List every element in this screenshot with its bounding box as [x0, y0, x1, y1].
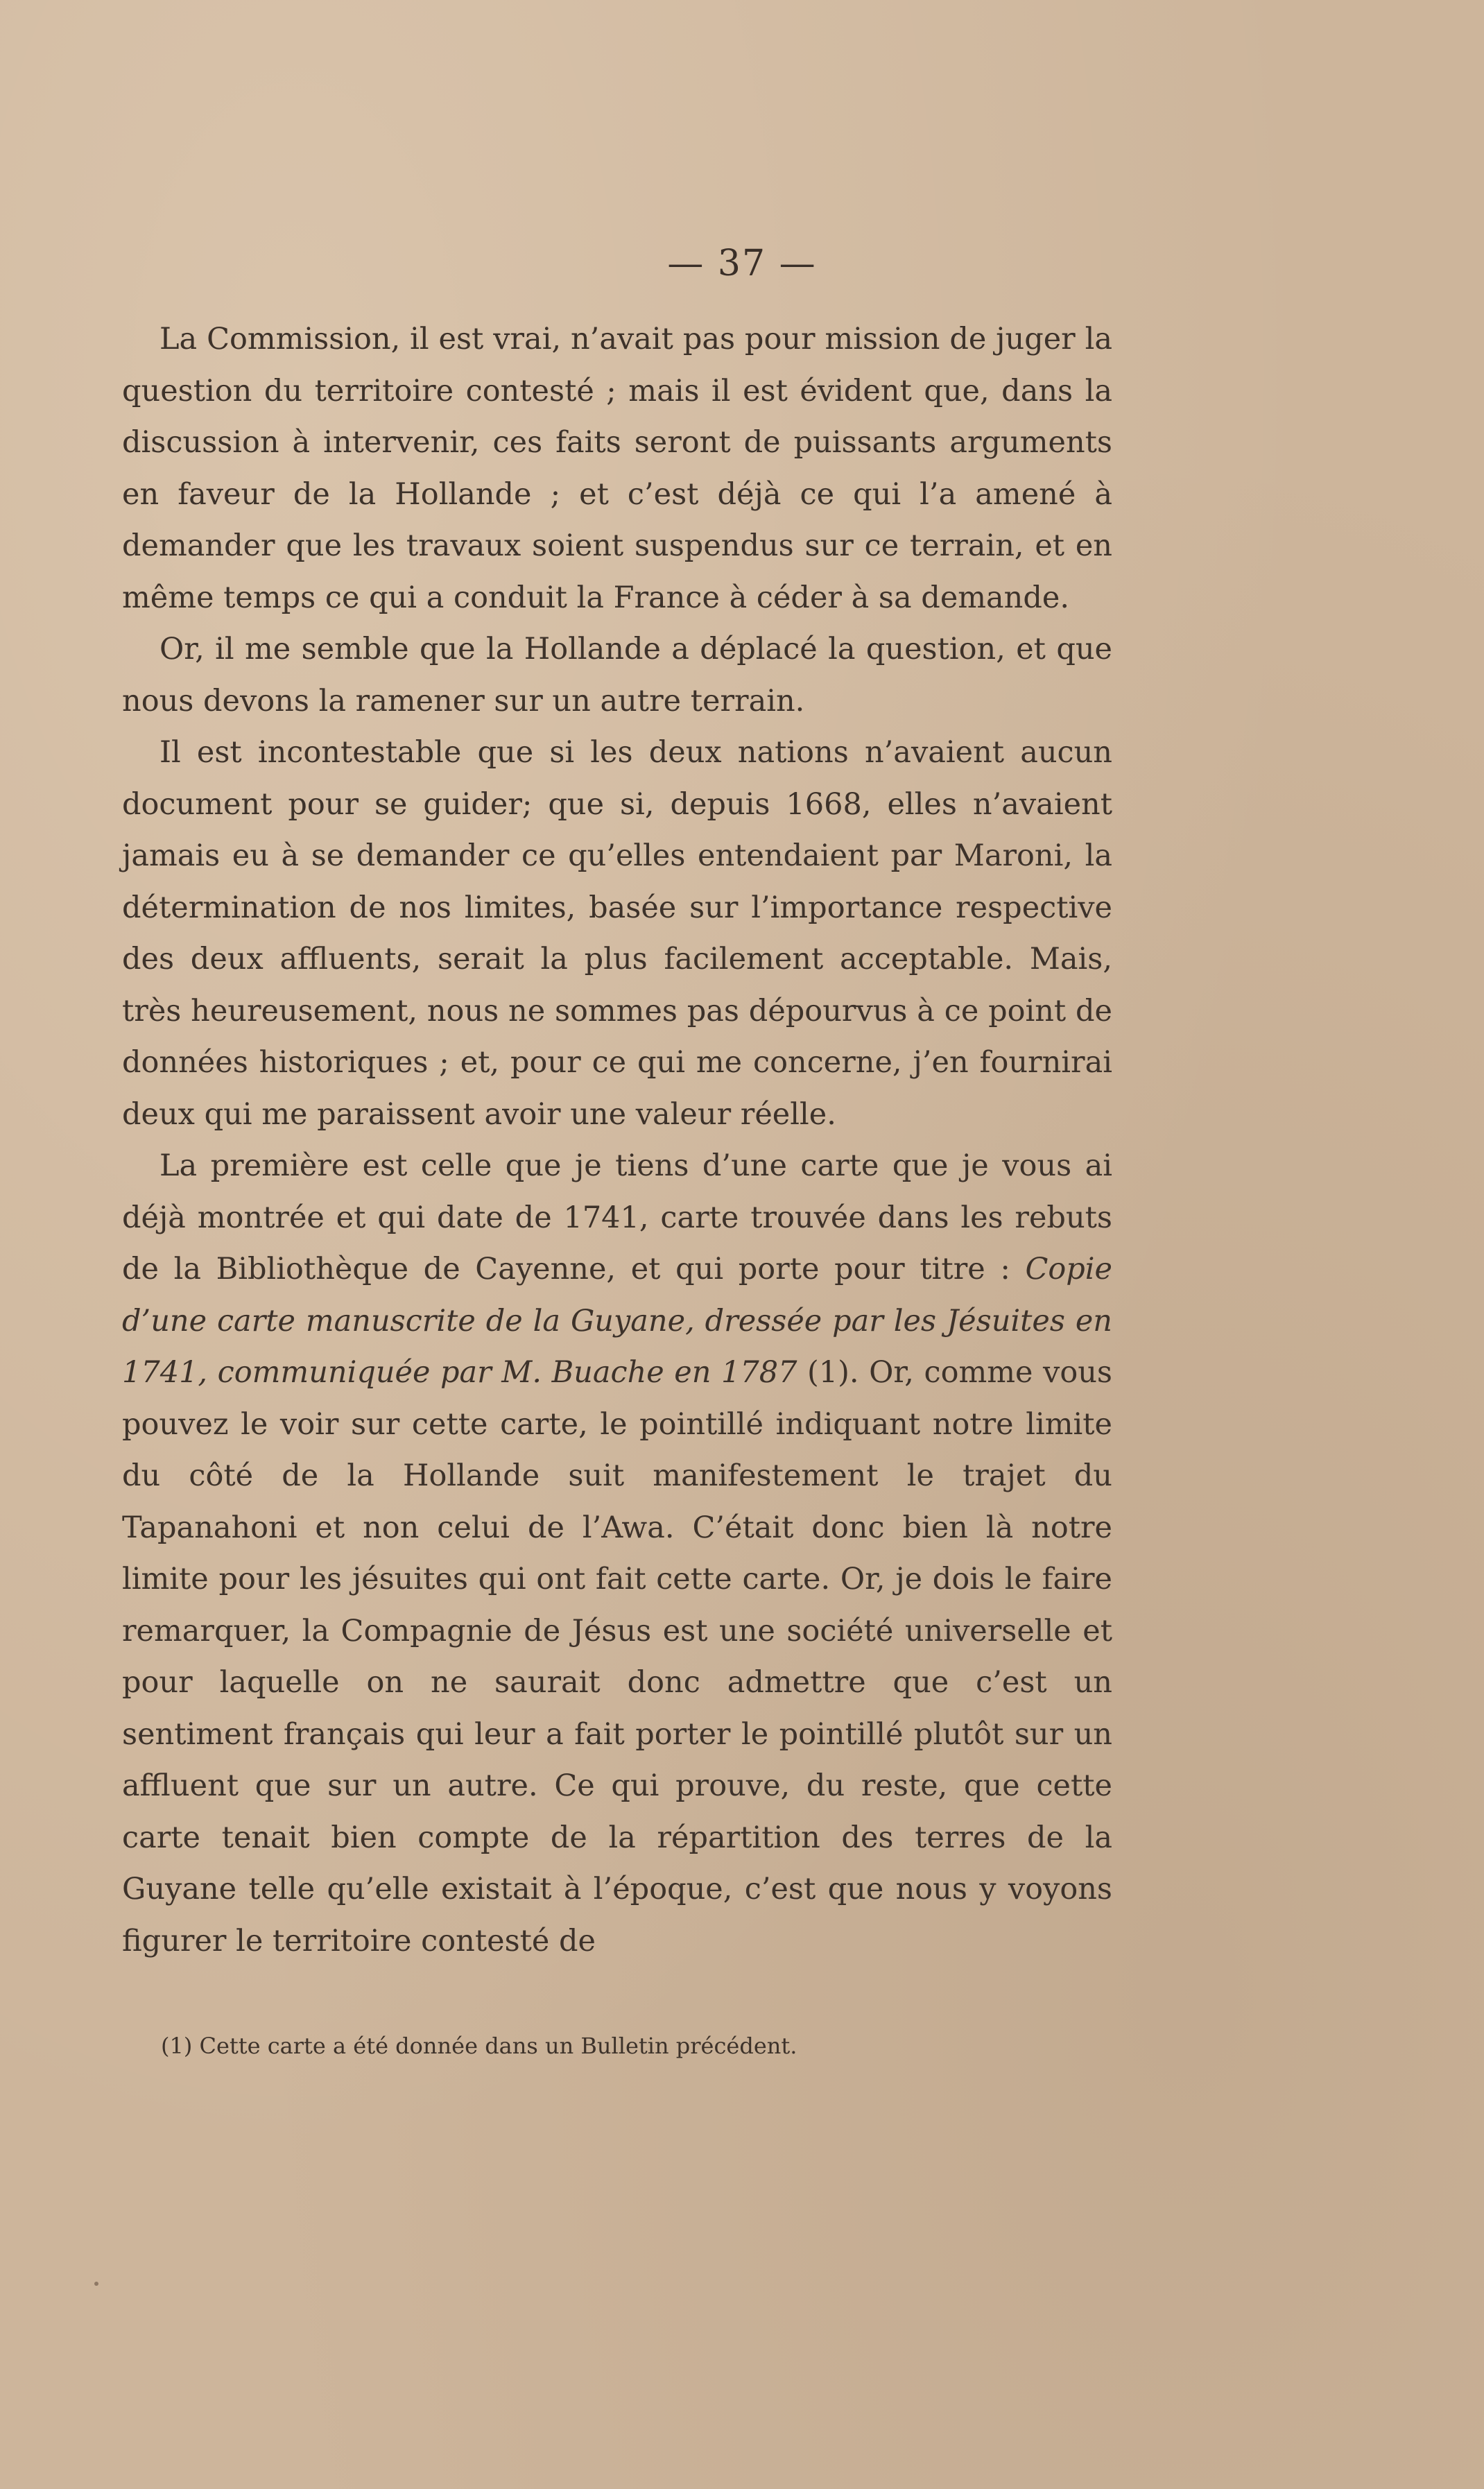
paragraph-premiere-carte [122, 1140, 1112, 1967]
paragraph-incontestable: Il est incontestable que si les deux nations n’avaient aucun document pour se guider; que si, depuis 1668, elles n’avaient jamais eu à se demander ce qu’elles entendaient par Maroni, la détermination de nos limites, basée sur l’importance respective des deux affluents, serait la plus facilement acceptable. Mais, très heureusement, nous ne sommes pas dépourvus à ce point de données historiques ; et, pour ce qui me concerne, j’en fournirai deux qui me paraissent avoir une valeur réelle. [122, 735, 1112, 1132]
paragraph-text-after-title: (1). Or, comme vous pouvez le voir sur cette carte, le pointillé indiquant notre limite du côté de la Hollande suit manifestement le trajet du Tapanahoni et non celui de l’Awa. C’était donc bien là notre limite pour les jésuites qui ont fait cette carte. Or, je dois le faire remarquer, la Compagnie de Jésus est une société universelle et pour laquelle on ne saurait donc admettre que c’est un sentiment français qui leur a fait porter le pointillé plutôt sur un affluent que sur un autre. Ce qui prouve, du reste, que cette carte tenait bien compte de la répartition des terres de la Guyane telle qu’elle existait à l’époque, c’est que nous y voyons figurer le territoire contesté de [122, 1355, 1112, 1958]
paper-speck [94, 2282, 98, 2286]
paragraph-commission: La Commission, il est vrai, n’avait pas pour mission de juger la question du territoire contesté ; mais il est évident que, dans la discussion à intervenir, ces faits seront de puissants arguments en faveur de la Hollande ; et c’est déjà ce qui l’a amené à demander que les travaux soient suspendus sur ce terrain, et en même temps ce qui a conduit la France à céder à sa demande. [122, 322, 1112, 615]
paragraph-hollande: Or, il me semble que la Hollande a déplacé la question, et que nous devons la ramener sur un autre terrain. [122, 632, 1112, 718]
map-title-italic: Copie d’une carte manuscrite de la Guyane, dressée par les Jésuites en 1741, communiquée par M. Buache en 1787 [122, 1252, 1112, 1390]
body-text [122, 313, 1112, 1967]
paragraph-text-before-title: La première est celle que je tiens d’une carte que je vous ai déjà montrée et qui date de 1741, carte trouvée dans les rebuts de la Bibliothèque de Cayenne, et qui porte pour titre : [122, 1148, 1112, 1286]
page-number: — 37 — [667, 243, 817, 284]
footnote: (1) Cette carte a été donnée dans un Bulletin précédent. [161, 2033, 797, 2059]
